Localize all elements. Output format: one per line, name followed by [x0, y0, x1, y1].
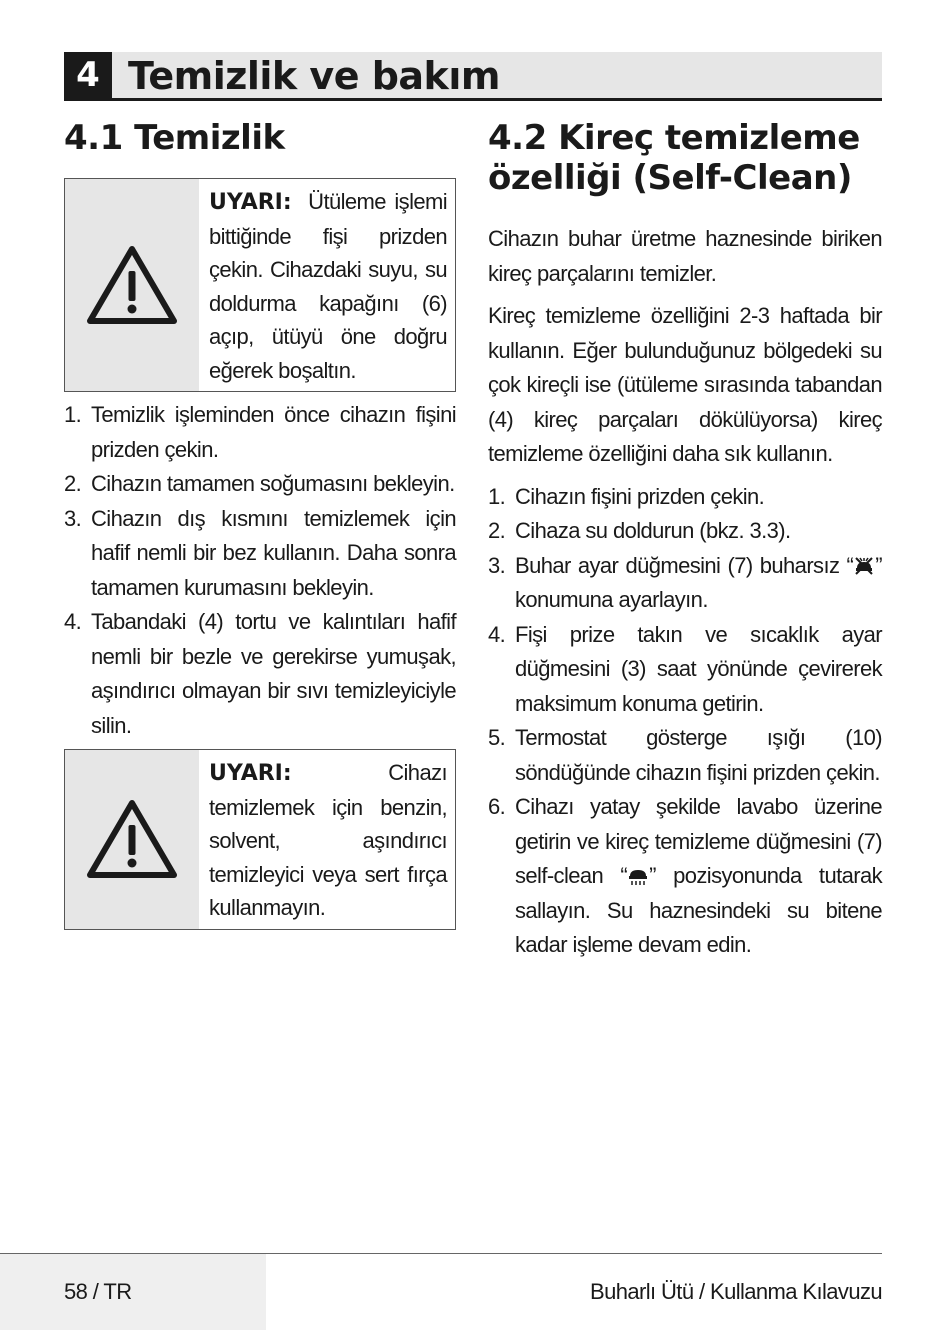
- left-column: [64, 118, 456, 936]
- warning-icon-cell: [65, 179, 199, 391]
- warning-body: Ütüleme işlemi bittiğinde fişi prizden çekin. Cihazdaki suyu, su doldurma kapağını (6) açıp, ütüyü öne doğru eğerek boşaltın.: [209, 189, 448, 383]
- list-item: 5. Termostat gösterge ışığı (10) söndüğünde cihazın fişini prizden çekin.: [488, 725, 882, 785]
- list-item: 6. Cihazı yatay şekilde lavabo üzerine getirin ve kireç temizleme düğmesini (7) self-clean “ ” pozisyonunda tutarak sallayın. Su haznesindeki su bitene kadar işleme devam edin.: [488, 794, 882, 957]
- warning-box-unplug: [64, 178, 456, 392]
- list-item: 4. Fişi prize takın ve sıcaklık ayar düğmesini (3) saat yönünde çevirerek maksimum konuma getirin.: [488, 621, 882, 716]
- list-item: 3. Buhar ayar düğmesini (7) buharsız “ ” konumuna ayarlayın.: [488, 552, 882, 612]
- warning-icon-cell: [65, 750, 199, 929]
- list-item: 1. Cihazın fişini prizden çekin.: [488, 483, 765, 509]
- list-item: 2. Cihaza su doldurun (bkz. 3.3).: [488, 518, 791, 543]
- warning-label: UYARI:: [209, 761, 292, 786]
- section-heading-descaling: 4.2 Kireç temizleme özelliği (Self-Clean): [488, 118, 860, 198]
- no-steam-icon: [854, 556, 874, 576]
- page-number: 58 / TR: [64, 1279, 132, 1304]
- warning-label: UYARI:: [209, 190, 292, 215]
- document-title: Buharlı Ütü / Kullanma Kılavuzu: [590, 1279, 882, 1304]
- list-item: 3. Cihazın dış kısmını temizlemek için hafif nemli bir bez kullanın. Daha sonra tamamen kurumasını bekleyin.: [64, 505, 456, 600]
- chapter-title: Temizlik ve bakım: [128, 54, 500, 98]
- footer-tab: [0, 1254, 266, 1330]
- warning-body: Cihazı temizlemek için benzin, solvent, aşındırıcı temizleyici veya sert fırça kullanmayın.: [209, 760, 447, 920]
- chapter-header: [64, 52, 882, 101]
- list-item: 4. Tabandaki (4) tortu ve kalıntıları hafif nemli bir bezle ve gerekirse yumuşak, aşındırıcı olmayan bir sıvı temizleyiciyle silin.: [64, 609, 456, 738]
- list-item: 1. Temizlik işleminden önce cihazın fişini prizden çekin.: [64, 402, 456, 462]
- chapter-number: 4: [64, 52, 112, 98]
- intro-paragraph: Cihazın buhar üretme haznesinde biriken kireç parçalarını temizler.: [488, 226, 882, 286]
- descaling-steps: [488, 480, 882, 963]
- section-heading-cleaning: 4.1 Temizlik: [64, 118, 285, 158]
- right-column: [488, 118, 882, 963]
- warning-triangle-icon: [84, 243, 180, 327]
- list-item: 2. Cihazın tamamen soğumasını bekleyin.: [64, 471, 455, 496]
- warning-box-no-solvent: [64, 749, 456, 930]
- warning-triangle-icon: [84, 797, 180, 881]
- warning-text: [199, 750, 455, 929]
- usage-paragraph: Kireç temizleme özelliğini 2-3 haftada bir kullanın. Eğer bulunduğunuz bölgedeki su çok kireçli ise (ütüleme sırasında tabandan (4) kireç parçaları dökülüyorsa) kireç temizleme özelliğini daha sık kullanın.: [488, 303, 882, 466]
- warning-text: [199, 179, 455, 391]
- cleaning-steps: [64, 398, 456, 743]
- self-clean-icon: [628, 866, 648, 886]
